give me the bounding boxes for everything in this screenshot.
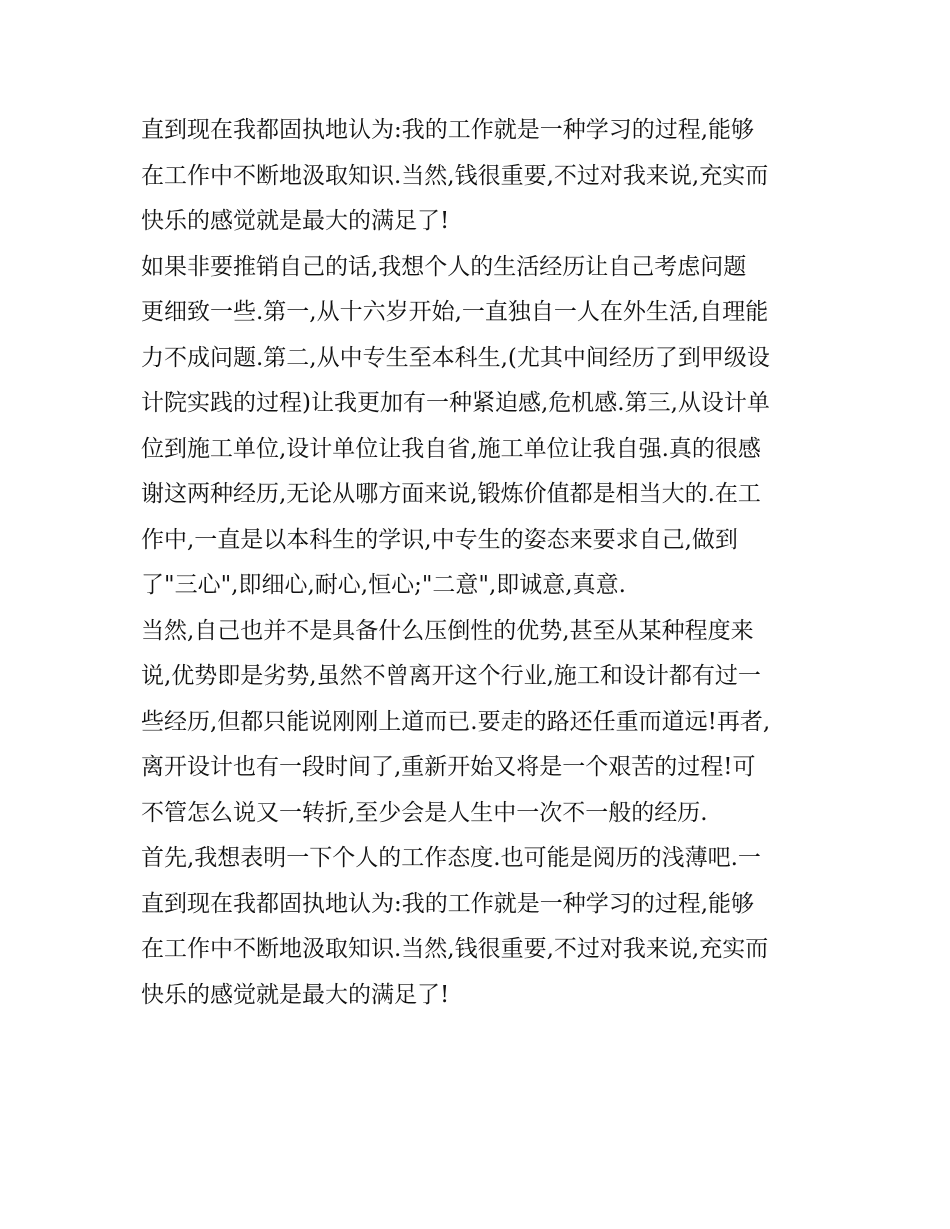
text-line: 了"三心",即细心,耐心,恒心;"二意",即诚意,真意. [141, 572, 626, 598]
text-line: 力不成问题.第二,从中专生至本科生,(尤其中间经历了到甲级设 [141, 344, 770, 371]
text-line: 当然,自己也并不是具备什么压倒性的优势,甚至从某种程度来 [141, 617, 754, 644]
text-line: 直到现在我都固执地认为:我的工作就是一种学习的过程,能够 [141, 890, 755, 917]
text-line: 如果非要推销自己的话,我想个人的生活经历让自己考虑问题 [141, 253, 747, 280]
text-line: 快乐的感觉就是最大的满足了! [141, 208, 450, 234]
text-line: 快乐的感觉就是最大的满足了! [141, 981, 450, 1008]
text-line: 首先,我想表明一下个人的工作态度.也可能是阅历的浅薄吧.一 [141, 845, 761, 871]
text-line: 直到现在我都固执地认为:我的工作就是一种学习的过程,能够 [141, 117, 755, 143]
text-line: 作中,一直是以本科生的学识,中专生的姿态来要求自己,做到 [141, 526, 738, 553]
text-line: 在工作中不断地汲取知识.当然,钱很重要,不过对我来说,充实而 [141, 936, 769, 962]
text-line: 离开设计也有一段时间了,重新开始又将是一个艰苦的过程!可 [141, 754, 756, 780]
text-line: 些经历,但都只能说刚刚上道而已.要走的路还任重而道远!再者, [141, 708, 771, 735]
document-body [141, 108, 831, 1018]
text-line: 不管怎么说又一转折,至少会是人生中一次不一般的经历. [141, 799, 708, 826]
text-line: 更细致一些.第一,从十六岁开始,一直独自一人在外生活,自理能 [141, 299, 769, 325]
paragraph-3 [141, 609, 831, 837]
paragraph-4 [141, 836, 831, 1018]
text-line: 在工作中不断地汲取知识.当然,钱很重要,不过对我来说,充实而 [141, 162, 769, 189]
text-line: 说,优势即是劣势,虽然不曾离开这个行业,施工和设计都有过一 [141, 663, 761, 689]
text-line: 谢这两种经历,无论从哪方面来说,锻炼价值都是相当大的.在工 [141, 481, 761, 507]
text-line: 位到施工单位,设计单位让我自省,施工单位让我自强.真的很感 [141, 435, 761, 462]
paragraph-2 [141, 245, 831, 609]
text-line: 计院实践的过程)让我更加有一种紧迫感,危机感.第三,从设计单 [141, 390, 770, 416]
paragraph-1 [141, 108, 831, 245]
